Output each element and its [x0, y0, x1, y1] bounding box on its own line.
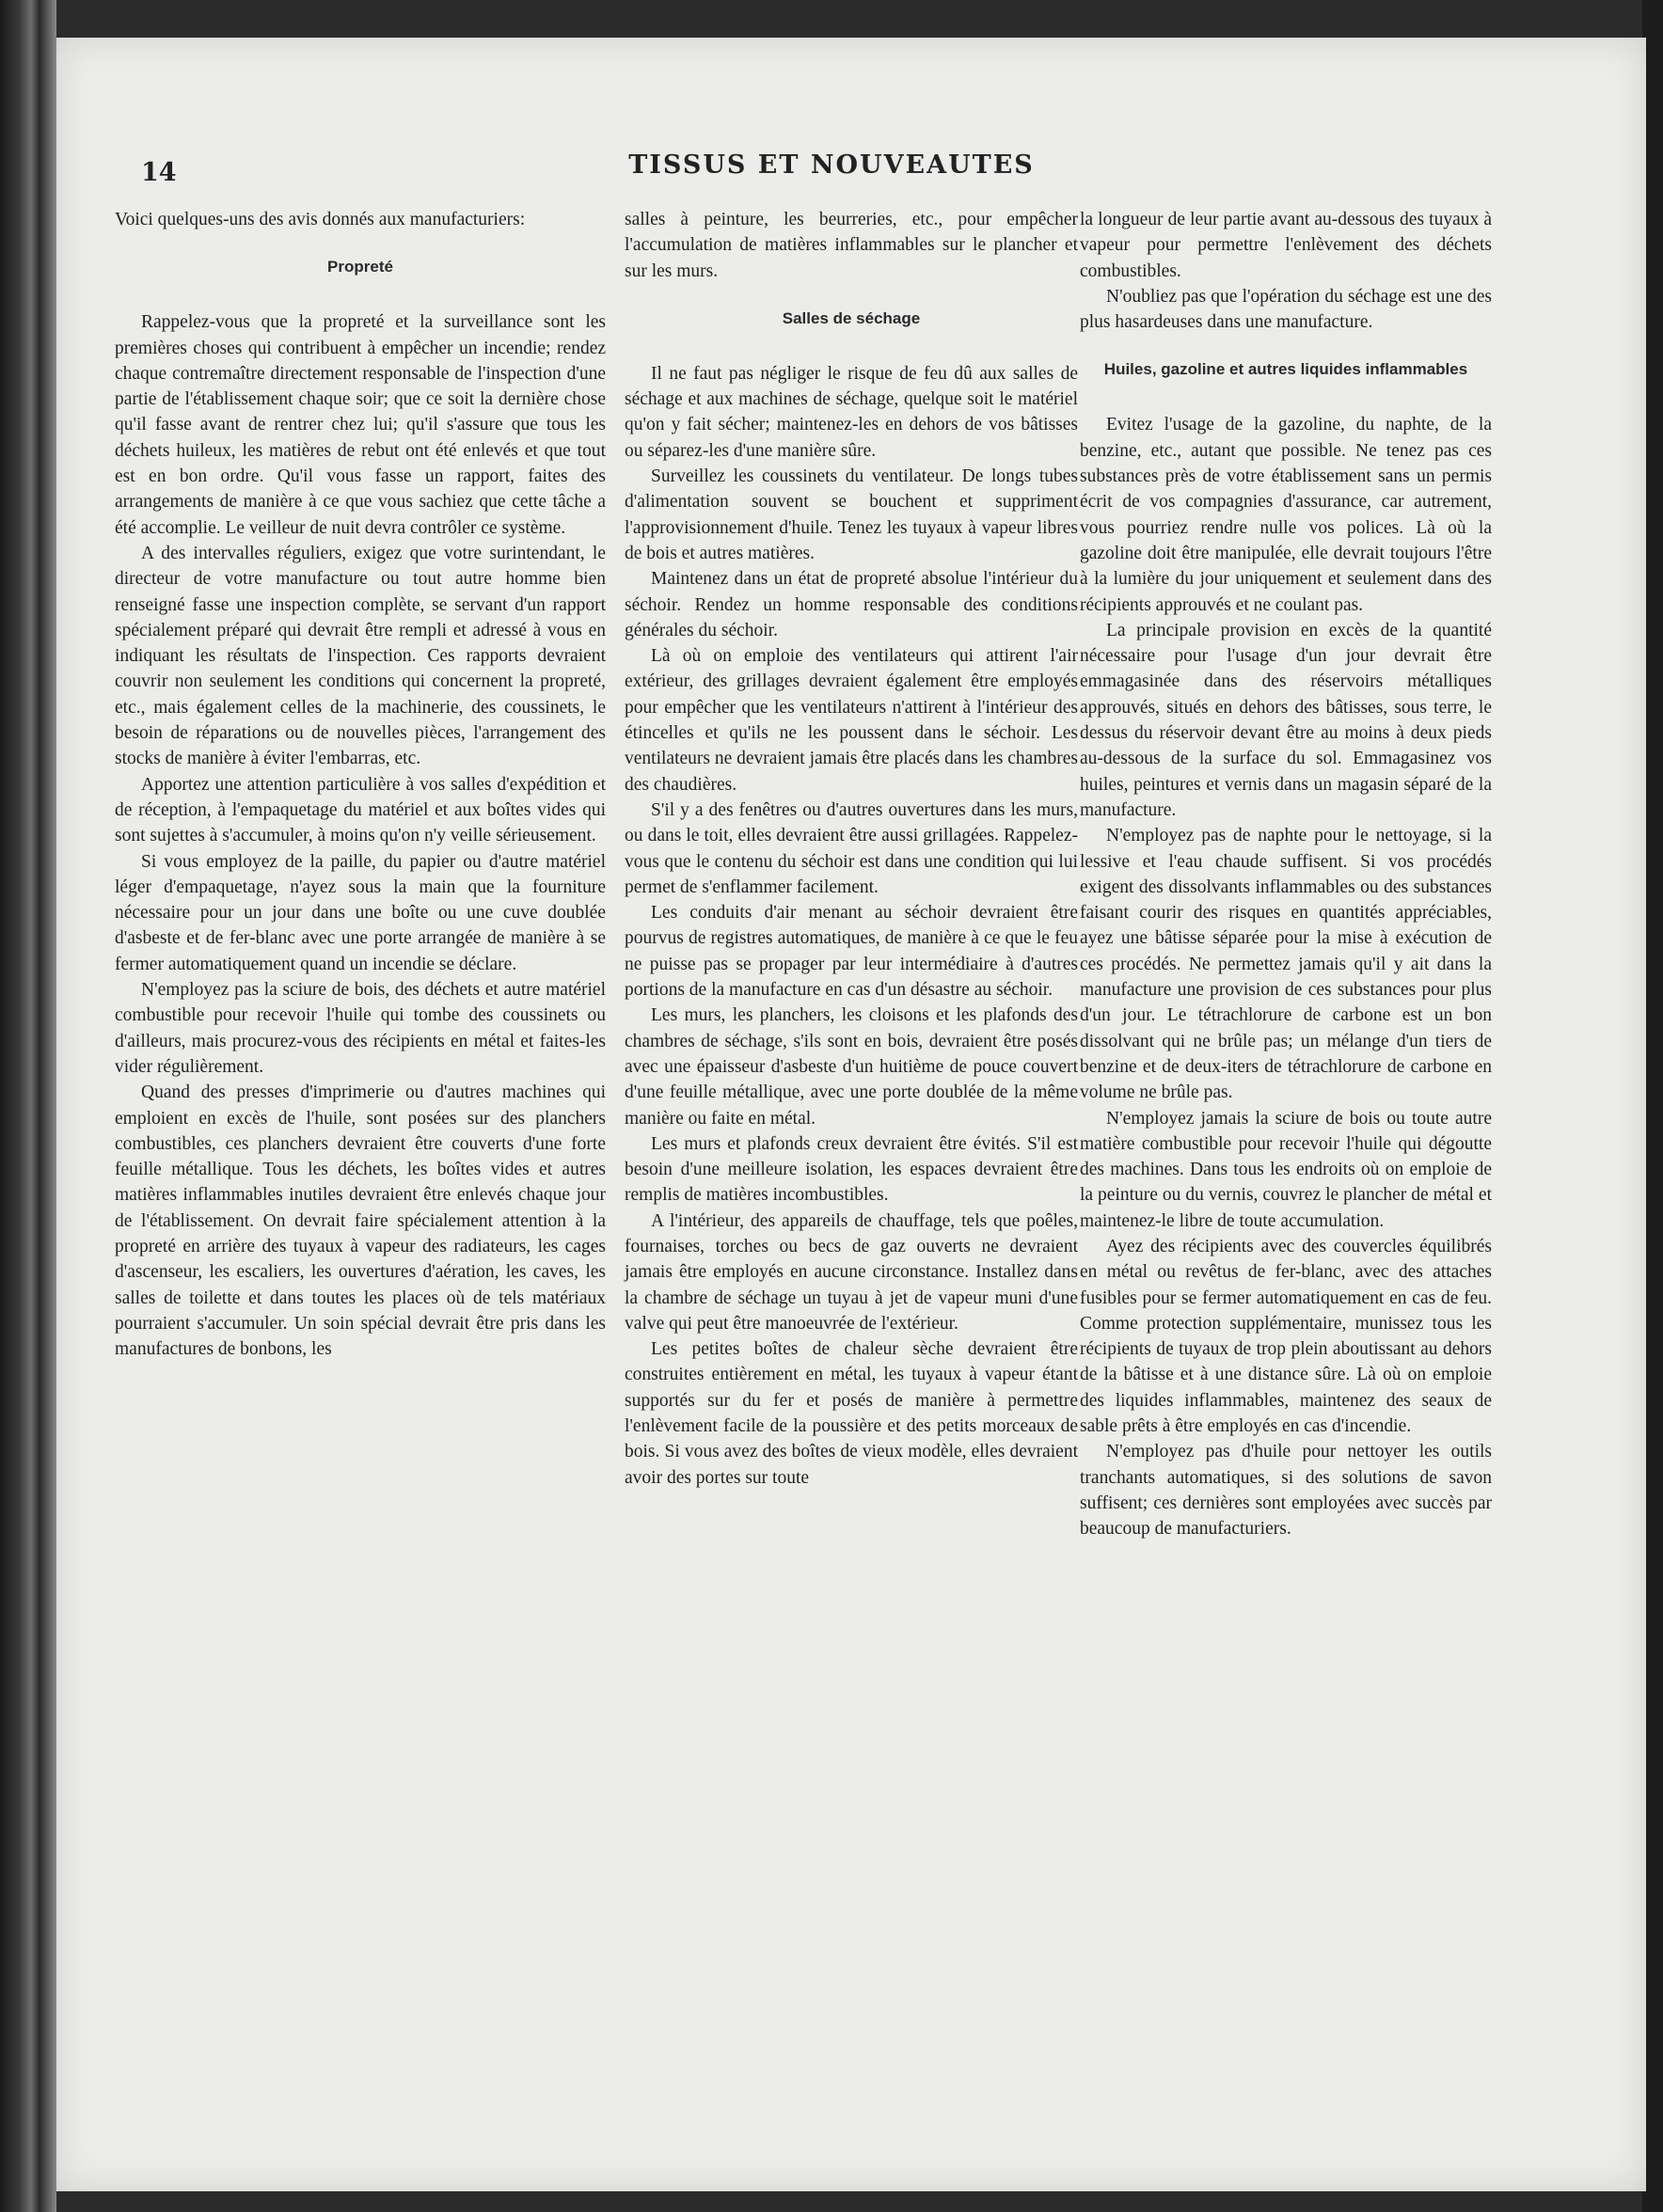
paragraph: Les petites boîtes de chaleur sèche devraient être construites entièrement en métal, les tuyaux à vapeur étant supportés sur du fer et posés de manière à permettre l'enlèvement facile de la poussière et des petits morceaux de bois. Si vous avez des boîtes de vieux modèle, elles devraient avoir des portes sur toute — [625, 1339, 1078, 1488]
paragraph: Rappelez-vous que la propreté et la surveillance sont les premières choses qui contribuent à empêcher un incendie; rendez chaque contremaître directement responsable de l'inspection d'une partie de l'établissement chaque soir; que ce soit la dernière chose qu'il fasse avant de rentrer chez lui; qu'il s'assure que tous les déchets huileux, les matières de rebut ont été enlevés et que tout est en bon ordre. Qu'il vous fasse un rapport, faites des arrangements de manière à ce que vous sachiez que cette tâche a été accomplie. Le veilleur de nuit devra contrôler ce système. — [115, 312, 606, 538]
paragraph: Maintenez dans un état de propreté absolue l'intérieur du séchoir. Rendez un homme responsable des conditions générales du séchoir. — [625, 569, 1078, 640]
running-title: TISSUS ET NOUVEAUTES — [628, 150, 1035, 180]
paragraph: N'employez pas d'huile pour nettoyer les outils tranchants automatiques, si des solutions de savon suffisent; ces dernières sont employées avec succès par beaucoup de manufacturiers. — [1080, 1442, 1492, 1540]
paragraph: Quand des presses d'imprimerie ou d'autres machines qui emploient en excès de l'huile, sont posées sur des planchers combustibles, ces planchers devraient être couverts d'une forte feuille métallique. Tous les déchets, les boîtes vides et autres matières inflammables inutiles devraient être enlevés chaque jour de l'établissement. On devrait faire spécialement attention à la propreté en arrière des tuyaux à vapeur des radiateurs, les cages d'ascenseur, les escaliers, les ouvertures d'aération, les caves, les salles de toilette et dans toutes les places où de tels matériaux pourraient s'accumuler. Un soin spécial devrait être pris dans les manufactures de bonbons, les — [115, 1082, 606, 1360]
column-1 — [115, 207, 606, 1362]
column-3 — [1080, 207, 1492, 1542]
paragraph: La principale provision en excès de la quantité nécessaire pour l'usage d'un jour devrait être emmagasinée dans des réservoirs métalliques approuvés, situés en dehors des bâtisses, sous terre, le dessus du réservoir devant être au moins à deux pieds au-dessous de la surface du sol. Emmagasinez vos huiles, peintures et vernis dans un magasin séparé de la manufacture. — [1080, 620, 1492, 820]
paragraph: Surveillez les coussinets du ventilateur. De longs tubes d'alimentation souvent se bouchent et suppriment l'approvisionnement d'huile. Tenez les tuyaux à vapeur libres de bois et autres matières. — [625, 466, 1078, 563]
paragraph: Ayez des récipients avec des couvercles équilibrés en métal ou revêtus de fer-blanc, avec des attaches fusibles pour se fermer automatiquement en cas de feu. Comme protection supplémentaire, munissez tous les récipients de tuyaux de trop plein aboutissant au dehors de la bâtisse et à une distance sûre. Là où on emploie des liquides inflammables, maintenez des seaux de sable prêts à être employés en cas d'incendie. — [1080, 1236, 1492, 1437]
paragraph: N'employez pas de naphte pour le nettoyage, si la lessive et l'eau chaude suffisent. Si vos procédés exigent des dissolvants inflammables ou des substances faisant courir des risques en quantités appréciables, ayez une bâtisse séparée pour la mise à exécution de ces procédés. Ne permettez jamais qu'il y ait dans la manufacture une provision de ces substances pour plus d'un jour. Le tétrachlorure de carbone est un bon dissolvant qui ne brûle pas; un mélange d'un tiers de benzine et de deux-iters de tétrachlorure de carbone en volume ne brûle pas. — [1080, 826, 1492, 1103]
paragraph: Les conduits d'air menant au séchoir devraient être pourvus de registres automatiques, de manière à ce que le feu ne puisse pas se propager par leur intermédiaire à d'autres portions de la manufacture en cas d'un désastre au séchoir. — [625, 903, 1078, 1001]
paragraph: Evitez l'usage de la gazoline, du naphte, de la benzine, etc., autant que possible. Ne tenez pas ces substances près de votre établissement sans un permis écrit de vos compagnies d'assurance, car autrement, vous pourriez rendre nulle vos polices. Là où la gazoline doit être manipulée, elle devrait toujours l'être à la lumière du jour uniquement et seulement dans des récipients approuvés et ne coulant pas. — [1080, 415, 1492, 615]
paragraph: Les murs et plafonds creux devraient être évités. S'il est besoin d'une meilleure isolation, les espaces devraient être remplis de matières incombustibles. — [625, 1133, 1078, 1206]
section-heading: Salles de séchage — [782, 308, 921, 327]
page-number: 14 — [141, 158, 177, 187]
paragraph: A l'intérieur, des appareils de chauffage, tels que poêles, fournaises, torches ou becs de gaz ouverts ne devraient jamais être employés en aucune circonstance. Installez dans la chambre de séchage un tuyau à jet de vapeur muni d'une valve qui peut être manoeuvrée de l'extérieur. — [625, 1210, 1078, 1334]
paragraph: salles à peinture, les beurreries, etc., pour empêcher l'accumulation de matières inflammables sur le plancher et sur les murs. — [625, 210, 1078, 281]
paragraph: Les murs, les planchers, les cloisons et les plafonds des chambres de séchage, s'ils sont en bois, devraient être posés avec une épaisseur d'asbeste d'un huitième de pouce couvert d'une feuille métallique, avec une porte doublée de la même manière ou faite en métal. — [625, 1005, 1078, 1129]
paragraph: N'employez pas la sciure de bois, des déchets et autre matériel combustible pour recevoir l'huile qui tombe des coussinets ou d'ailleurs, mais procurez-vous des récipients en métal et faites-les vider régulièrement. — [115, 980, 606, 1077]
paragraph: N'employez jamais la sciure de bois ou toute autre matière combustible pour recevoir l'huile qui dégoutte des machines. Dans tous les endroits où on emploie de la peinture ou du vernis, couvrez le plancher de métal et maintenez-le libre de toute accumulation. — [1080, 1108, 1492, 1231]
paragraph: S'il y a des fenêtres ou d'autres ouvertures dans les murs, ou dans le toit, elles devraient être aussi grillagées. Rappelez-vous que le contenu du séchoir est dans une condition qui lui permet de s'enflammer facilement. — [625, 799, 1078, 897]
paragraph: Voici quelques-uns des avis donnés aux manufacturiers: — [115, 210, 526, 229]
book-spine-edge — [0, 0, 56, 2212]
paragraph: la longueur de leur partie avant au-dessous des tuyaux à vapeur pour permettre l'enlèvement des déchets combustibles. — [1080, 210, 1492, 281]
section-heading: Propreté — [327, 258, 393, 276]
paragraph: Si vous employez de la paille, du papier ou d'autre matériel léger d'empaquetage, n'ayez sous la main que la fourniture nécessaire pour un jour dans une boîte ou une cuve doublée d'asbeste et de fer-blanc avec une porte arrangée de manière à se fermer automatiquement quand un incendie se déclare. — [115, 851, 606, 974]
paragraph: N'oubliez pas que l'opération du séchage est une des plus hasardeuses dans une manufacture. — [1080, 286, 1492, 333]
paragraph: Apportez une attention particulière à vos salles d'expédition et de réception, à l'empaquetage du matériel et aux boîtes vides qui sont sujettes à s'accumuler, à moins qu'on n'y veille sérieusement. — [115, 774, 606, 846]
column-2 — [625, 207, 1078, 1491]
paragraph: A des intervalles réguliers, exigez que votre surintendant, le directeur de votre manufacture ou tout autre homme bien renseigné fasse une inspection complète, se servant d'un rapport spécialement préparé qui devrait être rempli et adressé à vous en indiquant les résultats de l'inspection. Ces rapports devraient couvrir non seulement les conditions qui concernent la propreté, etc., mais également celles de la machinerie, des coussinets, le besoin de réparations ou de nouvelles pièces, l'arrangement des stocks de manière à éviter l'embarras, etc. — [115, 543, 606, 769]
paragraph: Il ne faut pas négliger le risque de feu dû aux salles de séchage et aux machines de séchage, quelque soit le matériel qu'on y fait sécher; maintenez-les en dehors de vos bâtisses ou séparez-les d'une manière sûre. — [625, 363, 1078, 461]
section-heading: Huiles, gazoline et autres liquides inflammables — [1103, 360, 1468, 379]
paragraph: Là où on emploie des ventilateurs qui attirent l'air extérieur, des grillages devraient également être employés pour empêcher que les ventilateurs n'attirent à l'intérieur des étincelles et qu'ils ne les poussent dans le séchoir. Les ventilateurs ne devraient jamais être placés dans les chambres des chaudières. — [625, 646, 1078, 795]
